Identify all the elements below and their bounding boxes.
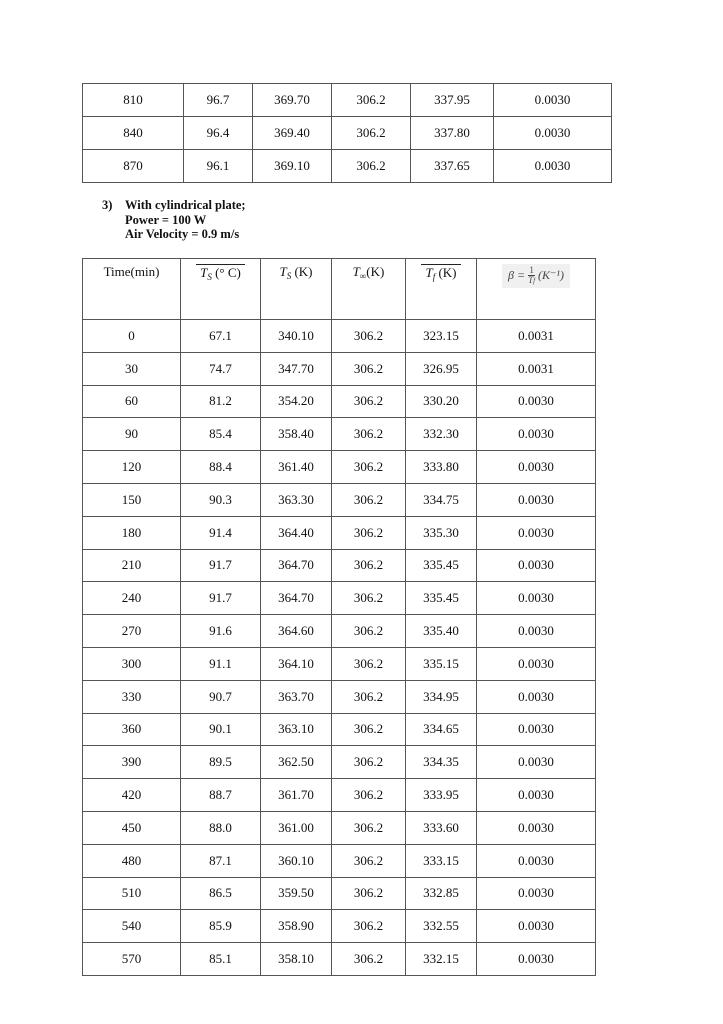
table-cell: 330.20 [406,385,477,418]
table-row [83,150,612,183]
table-cell: 450 [83,811,181,844]
section-title: With cylindrical plate; [125,198,246,212]
table-cell: 361.00 [261,811,332,844]
table-cell: 88.7 [181,779,261,812]
table-cell: 0.0030 [477,647,596,680]
table-cell: 810 [83,84,184,117]
table-cell: 330 [83,680,181,713]
table-cell: 306.2 [332,418,406,451]
continued-data-table [82,83,612,183]
header-surface-temp-kelvin [261,259,332,320]
table-cell: 361.70 [261,779,332,812]
table-cell: 333.80 [406,451,477,484]
table-cell: 369.10 [253,150,332,183]
table-cell: 306.2 [332,779,406,812]
table-cell: 300 [83,647,181,680]
table-cell: 120 [83,451,181,484]
table-row [83,746,596,779]
beta-unit: (K⁻¹) [535,267,564,282]
header-film-temp [406,259,477,320]
unit-kelvin: (K) [366,264,385,279]
table-cell: 363.10 [261,713,332,746]
table-cell: 87.1 [181,844,261,877]
table-cell: 90.1 [181,713,261,746]
table-cell: 306.2 [332,877,406,910]
table-cell: 334.35 [406,746,477,779]
table-cell: 334.95 [406,680,477,713]
table-cell: 332.55 [406,910,477,943]
table-cell: 306.2 [332,943,406,976]
table-cell: 306.2 [332,910,406,943]
table-cell: 323.15 [406,320,477,353]
table-cell: 0.0030 [477,844,596,877]
table-cell: 337.95 [411,84,494,117]
table-row [83,483,596,516]
table-cell: 306.2 [332,844,406,877]
table-row [83,680,596,713]
header-surface-temp-celsius [181,259,261,320]
table-row [83,910,596,943]
table-cell: 364.70 [261,549,332,582]
table-cell: 306.2 [332,385,406,418]
table-cell: 306.2 [332,320,406,353]
table-cell: 306.2 [332,811,406,844]
symbol-t: T [200,265,208,280]
table-cell: 326.95 [406,352,477,385]
table-cell: 332.85 [406,877,477,910]
section-heading [102,198,246,242]
table-cell: 0.0030 [477,877,596,910]
fraction-denominator [528,276,535,286]
table-row [83,385,596,418]
header-beta [477,259,596,320]
table-cell: 74.7 [181,352,261,385]
beta-lhs: β = [508,267,529,282]
table-cell: 30 [83,352,181,385]
table-cell: 334.75 [406,483,477,516]
table-cell: 390 [83,746,181,779]
table-cell: 0.0030 [494,150,612,183]
table-cell: 180 [83,516,181,549]
symbol-t: T [528,275,534,285]
table-cell: 90.7 [181,680,261,713]
table-cell: 0.0031 [477,352,596,385]
unit-celsius: (° C) [211,265,241,280]
table-cell: 306.2 [332,117,411,150]
table-cell: 0.0030 [477,451,596,484]
table-cell: 333.60 [406,811,477,844]
table-row [83,117,612,150]
table-cell: 337.80 [411,117,494,150]
table-cell: 870 [83,150,184,183]
table-cell: 369.70 [253,84,332,117]
table-cell: 91.7 [181,582,261,615]
table-cell: 85.9 [181,910,261,943]
table-cell: 0.0030 [477,615,596,648]
table-row [83,811,596,844]
table-cell: 306.2 [332,615,406,648]
table-cell: 0.0030 [477,483,596,516]
table-cell: 840 [83,117,184,150]
table-cell: 88.0 [181,811,261,844]
table-cell: 360 [83,713,181,746]
table-cell: 510 [83,877,181,910]
table-cell: 0.0030 [477,385,596,418]
cylindrical-plate-data-table [82,258,596,976]
table-cell: 354.20 [261,385,332,418]
table-cell: 334.65 [406,713,477,746]
table-cell: 96.7 [184,84,253,117]
table-cell: 306.2 [332,746,406,779]
table-cell: 358.90 [261,910,332,943]
table-cell: 0.0030 [477,943,596,976]
table-cell: 0.0030 [477,713,596,746]
table-cell: 0 [83,320,181,353]
table-cell: 306.2 [332,84,411,117]
table-row [83,84,612,117]
table-cell: 358.10 [261,943,332,976]
table-cell: 210 [83,549,181,582]
table-row [83,943,596,976]
subscript-s: S [286,271,292,281]
table-cell: 362.50 [261,746,332,779]
continued-table-body [83,84,612,183]
table-cell: 0.0030 [477,910,596,943]
subscript-f: f [533,277,536,285]
table-row [83,877,596,910]
table-cell: 96.4 [184,117,253,150]
table-row [83,549,596,582]
table-row [83,713,596,746]
beta-fraction [528,266,535,286]
table-cell: 333.95 [406,779,477,812]
air-velocity-line: Air Velocity = 0.9 m/s [125,227,240,241]
table-cell: 306.2 [332,647,406,680]
subscript-infinity: ∞ [359,271,367,281]
table-cell: 335.45 [406,549,477,582]
mean-overbar [421,264,460,282]
table-cell: 335.30 [406,516,477,549]
table-cell: 86.5 [181,877,261,910]
table-cell: 361.40 [261,451,332,484]
table-cell: 340.10 [261,320,332,353]
table-cell: 337.65 [411,150,494,183]
table-row [83,320,596,353]
table-cell: 0.0030 [477,746,596,779]
table-row [83,352,596,385]
table-row [83,418,596,451]
table-cell: 335.45 [406,582,477,615]
table-cell: 364.40 [261,516,332,549]
symbol-t: T [279,264,287,279]
table-row [83,647,596,680]
table-cell: 306.2 [332,713,406,746]
table-cell: 90 [83,418,181,451]
table-cell: 369.40 [253,117,332,150]
table-cell: 306.2 [332,516,406,549]
table-cell: 270 [83,615,181,648]
table-cell: 347.70 [261,352,332,385]
fraction-numerator: 1 [529,265,534,275]
table-cell: 81.2 [181,385,261,418]
table-cell: 85.1 [181,943,261,976]
unit-kelvin: (K) [435,265,457,280]
table-cell: 0.0030 [494,117,612,150]
table-cell: 91.4 [181,516,261,549]
table-row [83,451,596,484]
subscript-f: f [432,272,436,282]
table-cell: 0.0030 [477,582,596,615]
table-cell: 306.2 [332,150,411,183]
table-row [83,516,596,549]
table-cell: 333.15 [406,844,477,877]
table-cell: 96.1 [184,150,253,183]
header-time-label: Time(min) [103,264,160,279]
table-cell: 335.40 [406,615,477,648]
table-cell: 240 [83,582,181,615]
table-cell: 60 [83,385,181,418]
table-cell: 364.70 [261,582,332,615]
mean-overbar [196,264,245,282]
table-cell: 306.2 [332,582,406,615]
table-cell: 306.2 [332,451,406,484]
table-cell: 364.60 [261,615,332,648]
table-cell: 332.15 [406,943,477,976]
table-cell: 0.0030 [477,779,596,812]
table-cell: 0.0031 [477,320,596,353]
table-cell: 332.30 [406,418,477,451]
table-cell: 91.7 [181,549,261,582]
table-cell: 0.0030 [477,549,596,582]
table-cell: 0.0030 [477,516,596,549]
table-row [83,779,596,812]
table-cell: 90.3 [181,483,261,516]
table-cell: 88.4 [181,451,261,484]
table-cell: 420 [83,779,181,812]
subscript-s: S [207,272,212,282]
table-cell: 363.70 [261,680,332,713]
table-cell: 480 [83,844,181,877]
table-cell: 306.2 [332,680,406,713]
beta-formula [502,264,570,288]
table-cell: 306.2 [332,352,406,385]
table-cell: 570 [83,943,181,976]
table-cell: 358.40 [261,418,332,451]
table-cell: 0.0030 [477,811,596,844]
table-cell: 540 [83,910,181,943]
main-table-body [83,259,596,976]
table-cell: 0.0030 [494,84,612,117]
table-cell: 360.10 [261,844,332,877]
table-row [83,615,596,648]
table-cell: 150 [83,483,181,516]
table-cell: 91.1 [181,647,261,680]
table-cell: 91.6 [181,615,261,648]
table-cell: 363.30 [261,483,332,516]
header-ambient-temp [332,259,406,320]
table-cell: 0.0030 [477,418,596,451]
section-number: 3) [102,198,113,212]
table-cell: 67.1 [181,320,261,353]
header-time [83,259,181,320]
header-row [83,259,596,320]
table-cell: 306.2 [332,549,406,582]
table-cell: 85.4 [181,418,261,451]
symbol-t: T [352,264,360,279]
table-cell: 359.50 [261,877,332,910]
table-row [83,582,596,615]
table-cell: 306.2 [332,483,406,516]
table-cell: 0.0030 [477,680,596,713]
unit-kelvin: (K) [291,264,313,279]
table-cell: 335.15 [406,647,477,680]
power-line: Power = 100 W [125,212,207,227]
table-cell: 364.10 [261,647,332,680]
table-row [83,844,596,877]
symbol-t: T [425,265,433,280]
table-cell: 89.5 [181,746,261,779]
